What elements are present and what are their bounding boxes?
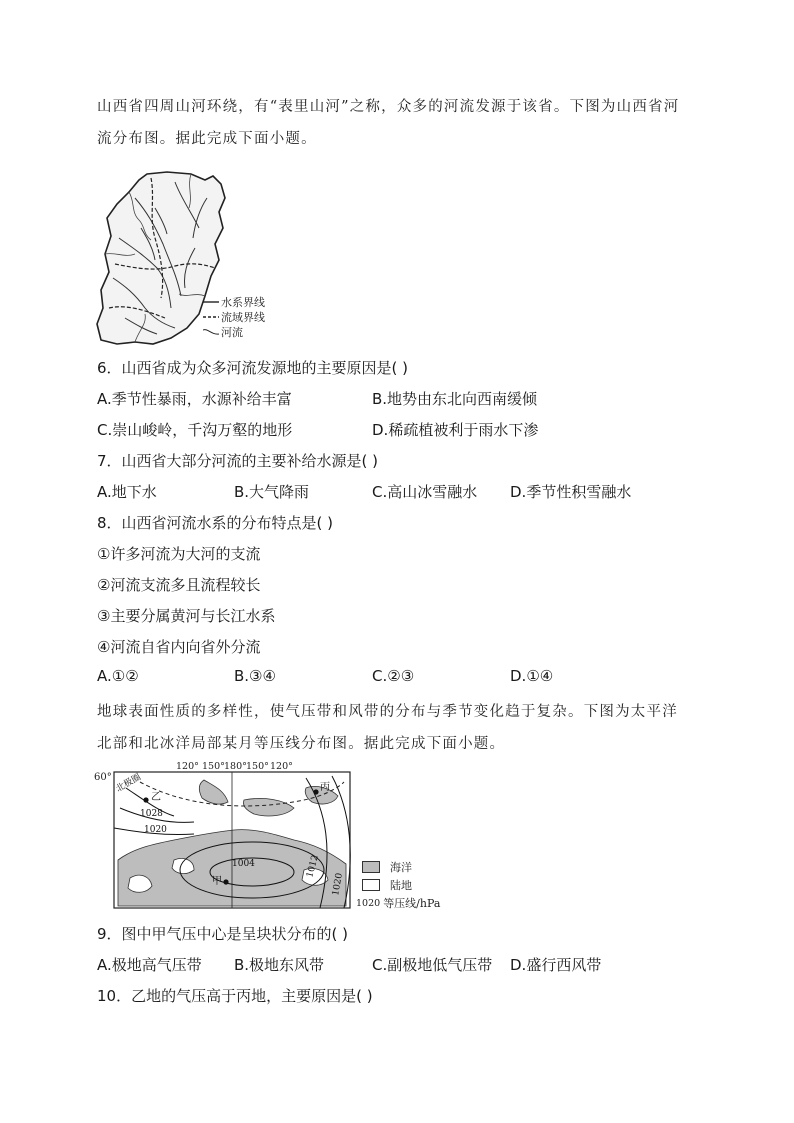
legend-label: 等压线/hPa <box>383 897 441 910</box>
question-9-stem: 9．图中甲气压中心是呈块状分布的( ) <box>97 925 349 943</box>
q6-option-a[interactable]: A.季节性暴雨，水源补给丰富 <box>97 390 292 408</box>
q8-option-a[interactable]: A.①② <box>97 667 139 685</box>
map2-legend <box>356 858 441 912</box>
legend-label: 海洋 <box>390 861 412 874</box>
label-bing: 丙 <box>320 782 330 793</box>
q8-statement-3: ③主要分属黄河与长江水系 <box>97 607 276 625</box>
lon-label: 150° <box>202 761 225 772</box>
point-bing <box>313 789 318 794</box>
question-6-stem: 6．山西省成为众多河流发源地的主要原因是( ) <box>97 359 409 377</box>
legend-item-land <box>362 876 440 894</box>
passage-1-line-1: 山西省四周山河环绕，有“表里山河”之称，众多的河流发源于该省。下图为山西省河 <box>97 99 680 115</box>
isobar-label-1020-east: 1020 <box>331 872 345 897</box>
ocean-swatch <box>362 861 380 873</box>
lon-label: 120° <box>270 761 293 772</box>
passage-2-line-2: 北部和北冰洋局部某月等压线分布图。据此完成下面小题。 <box>97 736 506 752</box>
q8-statement-1: ①许多河流为大河的支流 <box>97 545 261 563</box>
label-yi: 乙 <box>151 792 161 803</box>
q6-option-d[interactable]: D.稀疏植被利于雨水下渗 <box>372 421 539 439</box>
isobar-map <box>94 760 464 912</box>
legend-item-isobar <box>356 894 441 912</box>
legend-item-basin <box>203 309 265 324</box>
point-yi <box>143 797 148 802</box>
q9-option-c[interactable]: C.副极地低气压带 <box>372 956 493 974</box>
question-7-stem: 7．山西省大部分河流的主要补给水源是( ) <box>97 452 379 470</box>
q8-option-b[interactable]: B.③④ <box>234 667 276 685</box>
lat-label: 60° <box>94 772 112 783</box>
arctic-circle-label: 北极圈 <box>114 772 143 795</box>
question-8-stem: 8．山西省河流水系的分布特点是( ) <box>97 514 334 532</box>
isobar-label-1012: 1012 <box>305 854 321 879</box>
q8-option-c[interactable]: C.②③ <box>372 667 415 685</box>
legend-item-river <box>203 324 265 339</box>
map1-legend <box>203 294 265 339</box>
lon-label: 150° <box>246 761 269 772</box>
q8-statement-2: ②河流支流多且流程较长 <box>97 576 261 594</box>
lon-label: 180° <box>224 761 247 772</box>
point-jia <box>223 879 228 884</box>
land-swatch <box>362 879 380 891</box>
q9-option-b[interactable]: B.极地东风带 <box>234 956 325 974</box>
legend-item-water-system <box>203 294 265 309</box>
dashed-line-swatch <box>203 314 221 320</box>
q9-option-a[interactable]: A.极地高气压带 <box>97 956 202 974</box>
legend-item-ocean <box>362 858 440 876</box>
label-jia: 甲 <box>212 876 222 887</box>
question-10-stem: 10．乙地的气压高于丙地，主要原因是( ) <box>97 987 373 1005</box>
q6-option-b[interactable]: B.地势由东北向西南缓倾 <box>372 390 538 408</box>
isobar-legend-value: 1020 <box>356 897 381 909</box>
q8-option-d[interactable]: D.①④ <box>510 667 554 685</box>
shanxi-river-map <box>95 168 280 348</box>
isobar-label-1020: 1020 <box>144 825 167 835</box>
legend-label: 流域界线 <box>221 310 265 324</box>
legend-label: 陆地 <box>390 879 412 892</box>
q7-option-c[interactable]: C.高山冰雪融水 <box>372 483 478 501</box>
river-swatch <box>203 327 221 337</box>
q7-option-b[interactable]: B.大气降雨 <box>234 483 310 501</box>
q6-option-c[interactable]: C.崇山峻岭，千沟万壑的地形 <box>97 421 293 439</box>
passage-1-line-2: 流分布图。据此完成下面小题。 <box>97 131 317 147</box>
legend-label: 河流 <box>221 325 243 339</box>
solid-line-swatch <box>203 299 221 305</box>
q7-option-d[interactable]: D.季节性积雪融水 <box>510 483 632 501</box>
q9-option-d[interactable]: D.盛行西风带 <box>510 956 602 974</box>
isobar-label-1028: 1028 <box>140 809 163 819</box>
legend-label: 水系界线 <box>221 295 265 309</box>
lon-label: 120° <box>176 761 199 772</box>
q7-option-a[interactable]: A.地下水 <box>97 483 157 501</box>
q8-statement-4: ④河流自省内向省外分流 <box>97 638 261 656</box>
isobar-label-1004: 1004 <box>232 859 255 869</box>
passage-2-line-1: 地球表面性质的多样性，使气压带和风带的分布与季节变化趋于复杂。下图为太平洋 <box>97 704 678 720</box>
